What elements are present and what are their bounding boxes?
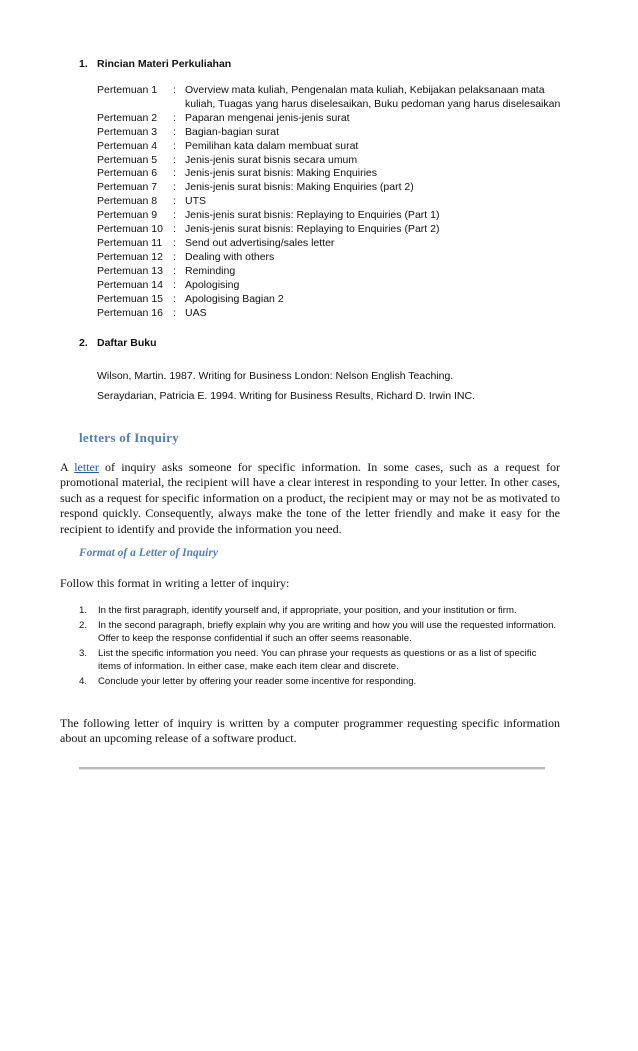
colon: : <box>173 264 176 277</box>
colon: : <box>173 209 176 222</box>
format-steps-list <box>79 604 559 689</box>
meeting-label: Pertemuan 14 <box>97 278 163 291</box>
colon: : <box>173 167 176 180</box>
colon: : <box>173 111 176 124</box>
colon: : <box>173 292 176 305</box>
step-text: List the specific information you need. You can phrase your requests as questions or as a list of specific items of information. In either case, make each item clear and discrete. <box>98 647 537 672</box>
meeting-topic: Jenis-jenis surat bisnis secara umum <box>185 153 358 166</box>
meeting-topic: Jenis-jenis surat bisnis: Making Enquiries <box>185 167 377 180</box>
colon: : <box>173 153 176 166</box>
horizontal-rule <box>79 767 545 770</box>
meeting-label: Pertemuan 13 <box>97 264 163 277</box>
book-entry: Seraydarian, Patricia E. 1994. Writing for Business Results, Richard D. Irwin INC. <box>97 390 475 402</box>
meeting-row <box>97 195 567 209</box>
section-title-text: Rincian Materi Perkuliahan <box>97 58 232 70</box>
step-text: In the first paragraph, identify yourself and, if appropriate, your position, and your institution or firm. <box>98 605 517 616</box>
book-entry: Wilson, Martin. 1987. Writing for Business London: Nelson English Teaching. <box>97 370 454 382</box>
letter-link[interactable]: letter <box>74 460 99 474</box>
step-text: Conclude your letter by offering your reader some incentive for responding. <box>98 675 417 687</box>
colon: : <box>173 181 176 194</box>
meeting-topic: Jenis-jenis surat bisnis: Replaying to Enquiries (Part 1) <box>185 209 440 222</box>
format-heading: Format of a Letter of Inquiry <box>79 547 218 559</box>
meeting-schedule <box>97 84 567 320</box>
meeting-row <box>97 265 567 279</box>
meeting-label: Pertemuan 1 <box>97 84 158 96</box>
meeting-row <box>97 167 567 181</box>
meeting-row <box>97 209 567 223</box>
colon: : <box>173 195 176 208</box>
section-rincian-title <box>79 58 231 70</box>
meeting-label: Pertemuan 12 <box>97 250 163 263</box>
step-number: 2. <box>79 619 88 631</box>
list-item <box>79 675 559 689</box>
meeting-row <box>97 223 567 237</box>
intro-text: of inquiry asks someone for specific information. In some cases, such as a request for promotional material, the recipient will have a clear interest in responding to your letter. In other cases, such as a request for specific information on a product, the recipient may or may not be as motivated to respond quickly. Consequently, always make the tone of the letter friendly and make it easy for the recipient to identify and provide the information you need. <box>60 460 561 536</box>
meeting-label: Pertemuan 2 <box>97 111 158 124</box>
meeting-row <box>97 126 567 140</box>
colon: : <box>173 236 176 249</box>
list-item <box>79 604 559 618</box>
meeting-row <box>97 279 567 293</box>
section-title-text: Daftar Buku <box>97 337 157 349</box>
meeting-row <box>97 112 567 126</box>
colon: : <box>173 278 176 291</box>
meeting-label: Pertemuan 11 <box>97 236 163 249</box>
section-number: 2. <box>79 337 88 349</box>
meeting-topic: Apologising <box>185 278 240 291</box>
meeting-label: Pertemuan 15 <box>97 292 163 305</box>
meeting-row <box>97 293 567 307</box>
meeting-label: Pertemuan 8 <box>97 195 158 208</box>
meeting-label: Pertemuan 5 <box>97 153 158 166</box>
step-text: In the second paragraph, briefly explain why you are writing and how you will use the requested information. Offer to keep the response confidential if such an offer seems reasonable. <box>98 619 557 644</box>
colon: : <box>173 139 176 152</box>
meeting-label: Pertemuan 10 <box>97 223 163 236</box>
meeting-topic: UAS <box>185 306 207 319</box>
meeting-topic: Jenis-jenis surat bisnis: Making Enquiries (part 2) <box>185 181 414 194</box>
meeting-row <box>97 307 567 321</box>
colon: : <box>173 125 176 138</box>
inquiry-intro-paragraph <box>60 460 560 537</box>
intro-prefix: A <box>60 460 69 474</box>
section-daftar-buku-title <box>79 337 157 349</box>
meeting-topic: Bagian-bagian surat <box>185 125 279 138</box>
inquiry-heading: letters of Inquiry <box>79 430 179 445</box>
meeting-label: Pertemuan 6 <box>97 167 158 180</box>
colon: : <box>173 223 176 236</box>
meeting-row <box>97 84 567 112</box>
meeting-topic: Apologising Bagian 2 <box>185 292 284 305</box>
meeting-topic: Dealing with others <box>185 250 275 263</box>
meeting-label: Pertemuan 7 <box>97 181 158 194</box>
step-number: 1. <box>79 605 88 616</box>
step-number: 3. <box>79 647 88 659</box>
closing-paragraph: The following letter of inquiry is written by a computer programmer requesting specific information about an upcoming release of a software product. <box>60 716 560 746</box>
colon: : <box>173 306 176 319</box>
meeting-row <box>97 237 567 251</box>
meeting-row <box>97 251 567 265</box>
meeting-row <box>97 140 567 154</box>
meeting-topic: Paparan mengenai jenis-jenis surat <box>185 111 350 124</box>
meeting-label: Pertemuan 3 <box>97 125 158 138</box>
meeting-label: Pertemuan 4 <box>97 139 158 152</box>
step-number: 4. <box>79 675 88 687</box>
meeting-label: Pertemuan 9 <box>97 209 158 222</box>
list-item <box>79 619 559 646</box>
meeting-topic: Send out advertising/sales letter <box>185 236 335 249</box>
format-intro: Follow this format in writing a letter of inquiry: <box>60 576 290 590</box>
section-number: 1. <box>79 58 88 70</box>
meeting-topic: Jenis-jenis surat bisnis: Replaying to Enquiries (Part 2) <box>185 223 440 236</box>
meeting-row <box>97 154 567 168</box>
colon: : <box>173 250 176 263</box>
meeting-row <box>97 181 567 195</box>
meeting-topic: Pemilihan kata dalam membuat surat <box>185 139 359 152</box>
meeting-topic: Reminding <box>185 264 236 277</box>
meeting-topic: UTS <box>185 195 206 208</box>
meeting-label: Pertemuan 16 <box>97 306 163 319</box>
list-item <box>79 647 559 674</box>
meeting-topic: Overview mata kuliah, Pengenalan mata kuliah, Kebijakan pelaksanaan mata kuliah, Tuagas yang harus diselesaikan, Buku pedoman yang harus diselesaikan <box>185 84 561 110</box>
colon: : <box>173 84 176 96</box>
